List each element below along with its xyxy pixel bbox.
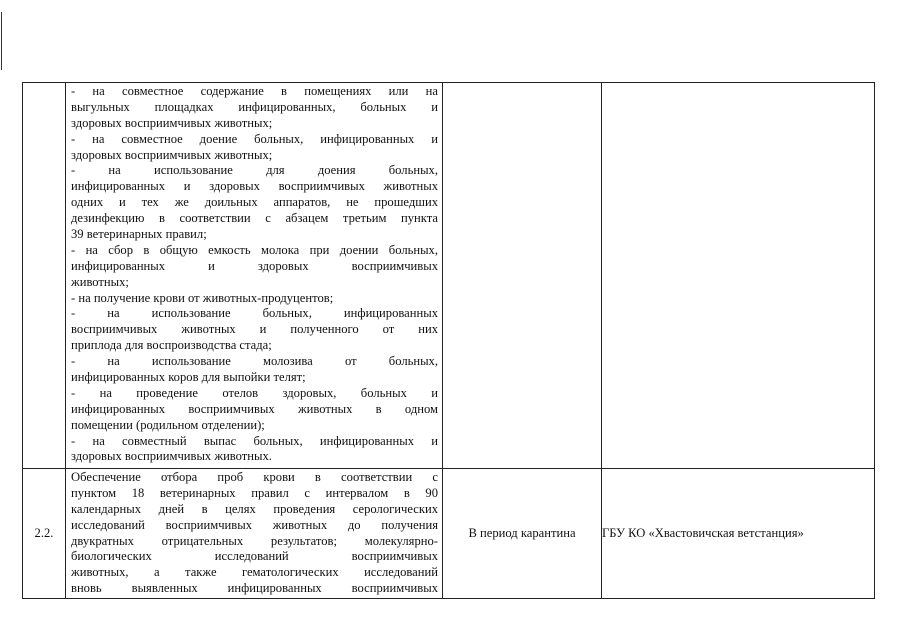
row-number: 2.2.	[23, 469, 66, 599]
text-line: выгульных площадках инфицированных, больных и	[71, 99, 438, 114]
table-row	[23, 469, 875, 599]
text-line: животных;	[71, 274, 129, 289]
text-line: - на использование больных, инфицированных	[71, 306, 438, 321]
text-line: исследований восприимчивых животных до получения	[71, 517, 438, 532]
text-line: - на совместное содержание в помещениях или на	[71, 84, 438, 98]
text-line: - на использование молозива от больных,	[71, 354, 438, 369]
text-line: - на получение крови от животных-продуцентов;	[71, 290, 334, 305]
text-line: инфицированных коров для выпойки телят;	[71, 370, 306, 385]
text-line: 39 ветеринарных правил;	[71, 227, 207, 242]
period-value: В период карантина	[443, 469, 602, 599]
text-line: Обеспечение отбора проб крови в соответствии с	[71, 470, 438, 484]
text-line: здоровых восприимчивых животных;	[71, 115, 273, 130]
period-cell	[443, 83, 602, 469]
text-line: инфицированных и здоровых восприимчивых	[71, 258, 438, 273]
scan-edge-mark	[1, 12, 2, 70]
text-line: дезинфекцию в соответствии с абзацем третьим пункта	[71, 211, 438, 226]
row-number-cell	[23, 83, 66, 469]
text-line: двукратных отрицательных результатов; молекулярно-	[71, 533, 438, 548]
text-line: - на совместное доение больных, инфицированных и	[71, 131, 438, 146]
text-line: инфицированных восприимчивых животных в одном	[71, 401, 438, 416]
text-line: здоровых восприимчивых животных;	[71, 147, 273, 162]
responsible-value: ГБУ КО «Хвастовичская ветстанция»	[602, 469, 875, 599]
measures-table	[22, 82, 875, 599]
text-line: вновь выявленных инфицированных восприимчивых	[71, 581, 438, 596]
text-line: животных, а также гематологических исследований	[71, 565, 438, 580]
text-line: инфицированных и здоровых восприимчивых животных	[71, 179, 438, 194]
text-line: пунктом 18 ветеринарных правил с интервалом в 90	[71, 485, 438, 500]
text-line: помещении (родильном отделении);	[71, 417, 265, 432]
text-line: одних и тех же доильных аппаратов, не прошедших	[71, 195, 438, 210]
table-row	[23, 83, 875, 469]
text-line: приплода для воспроизводства стада;	[71, 338, 272, 353]
measure-text-cell	[66, 469, 443, 599]
text-line: - на сбор в общую емкость молока при доении больных,	[71, 242, 438, 257]
text-line: здоровых восприимчивых животных.	[71, 449, 272, 464]
text-line: биологических исследований восприимчивых	[71, 549, 438, 564]
text-line: восприимчивых животных и полученного от них	[71, 322, 438, 337]
text-line: календарных дней в целях проведения серологических	[71, 501, 438, 516]
text-line: - на использование для доения больных,	[71, 163, 438, 178]
responsible-cell	[602, 83, 875, 469]
measure-text-cell	[66, 83, 443, 469]
text-line: - на совместный выпас больных, инфицированных и	[71, 433, 438, 448]
text-line: - на проведение отелов здоровых, больных и	[71, 385, 438, 400]
